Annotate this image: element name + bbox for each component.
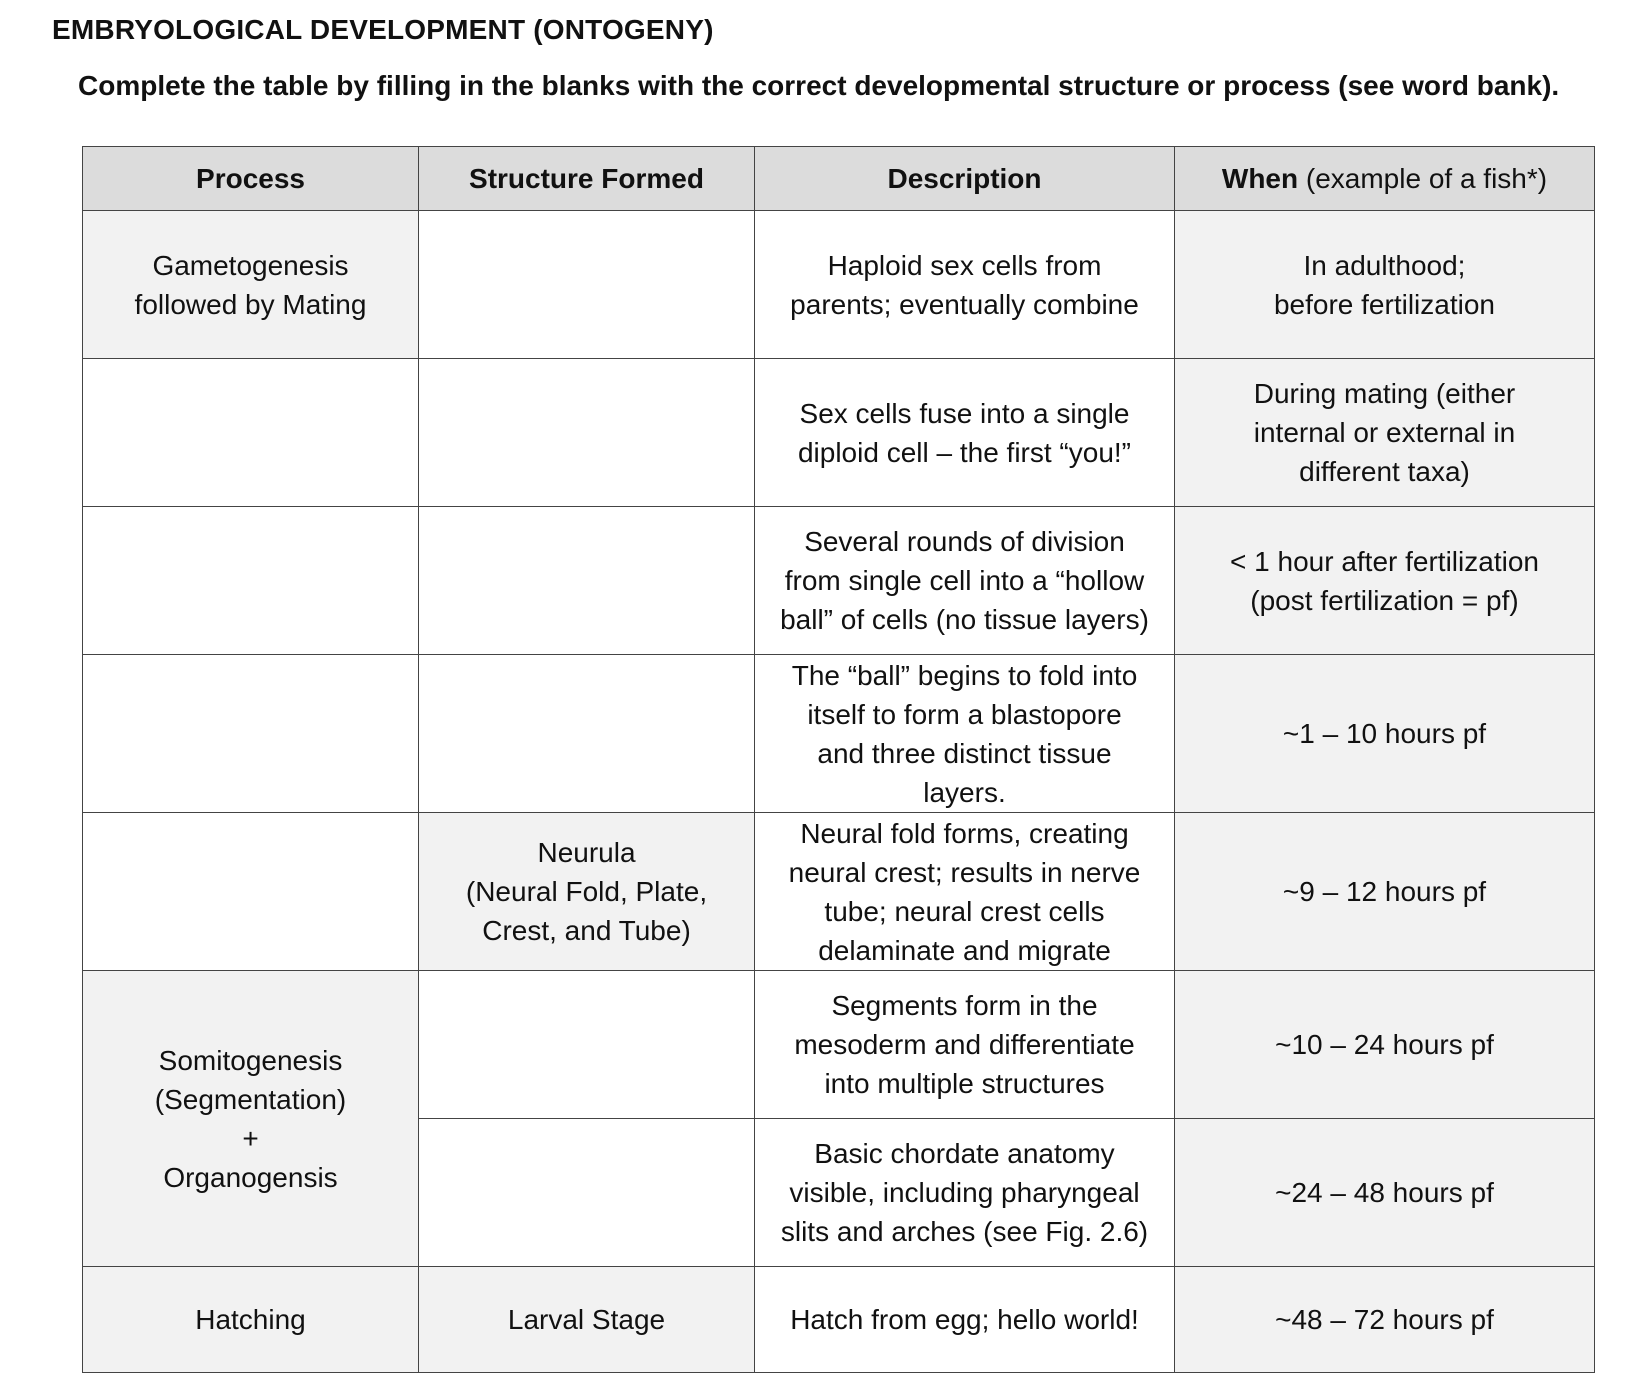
cell-line: Neurula bbox=[537, 837, 636, 868]
when-cell bbox=[1175, 359, 1595, 507]
structure-cell bbox=[419, 1267, 755, 1373]
cell-line: During mating (either bbox=[1253, 378, 1516, 409]
structure-blank-input[interactable] bbox=[419, 971, 755, 1119]
cell-line: into multiple structures bbox=[824, 1068, 1105, 1099]
structure-blank-input[interactable] bbox=[419, 211, 755, 359]
cell-line: before fertilization bbox=[1273, 288, 1495, 320]
document-title: EMBRYOLOGICAL DEVELOPMENT (ONTOGENY) bbox=[52, 14, 714, 45]
cell-line: delaminate and migrate bbox=[818, 934, 1111, 966]
structure-blank-input[interactable] bbox=[419, 359, 755, 507]
ontogeny-table bbox=[82, 146, 1595, 1373]
cell-line: + bbox=[242, 1122, 259, 1154]
cell-line: tube; neural crest cells bbox=[824, 895, 1105, 927]
cell-line: ~1 – 10 hours pf bbox=[1282, 718, 1487, 749]
process-cell bbox=[83, 971, 419, 1267]
cell-line: and three distinct tissue bbox=[817, 737, 1112, 769]
description-cell bbox=[755, 813, 1175, 971]
cell-line: Crest, and Tube) bbox=[482, 915, 691, 946]
cell-line: (Segmentation) bbox=[154, 1083, 347, 1115]
table-row bbox=[83, 655, 1595, 813]
header-when bbox=[1175, 147, 1595, 211]
description-cell bbox=[755, 1267, 1175, 1373]
header-process: Process bbox=[83, 147, 419, 211]
description-cell bbox=[755, 211, 1175, 359]
cell-line: In adulthood; bbox=[1303, 249, 1466, 281]
description-cell bbox=[755, 507, 1175, 655]
structure-blank-input[interactable] bbox=[419, 655, 755, 813]
cell-line: Somitogenesis bbox=[158, 1044, 343, 1076]
description-cell bbox=[755, 1119, 1175, 1267]
table-row bbox=[83, 1267, 1595, 1373]
when-cell bbox=[1175, 1119, 1595, 1267]
when-cell bbox=[1175, 211, 1595, 359]
cell-line: Segments form in the bbox=[831, 990, 1098, 1021]
cell-line: itself to form a blastopore bbox=[807, 698, 1122, 730]
cell-line: Hatching bbox=[195, 1304, 306, 1335]
cell-line: Sex cells fuse into a single bbox=[799, 397, 1130, 429]
table-row bbox=[83, 507, 1595, 655]
header-row bbox=[83, 147, 1595, 211]
process-cell bbox=[83, 211, 419, 359]
cell-line: Larval Stage bbox=[507, 1304, 666, 1335]
cell-line: slits and arches (see Fig. 2.6) bbox=[780, 1216, 1149, 1247]
cell-line: Organogensis bbox=[163, 1161, 338, 1193]
when-cell bbox=[1175, 813, 1595, 971]
cell-line: ~24 – 48 hours pf bbox=[1275, 1177, 1494, 1208]
cell-line: ~48 – 72 hours pf bbox=[1275, 1304, 1494, 1335]
when-cell bbox=[1175, 1267, 1595, 1373]
when-cell bbox=[1175, 971, 1595, 1119]
table-row bbox=[83, 211, 1595, 359]
cell-line: < 1 hour after fertilization bbox=[1230, 545, 1539, 577]
cell-line: ball” of cells (no tissue layers) bbox=[780, 604, 1149, 635]
table-row bbox=[83, 813, 1595, 971]
cell-line: (post fertilization = pf) bbox=[1250, 584, 1519, 616]
table-row bbox=[83, 971, 1595, 1119]
cell-line: ~10 – 24 hours pf bbox=[1275, 1029, 1494, 1060]
cell-line: different taxa) bbox=[1299, 456, 1470, 487]
description-cell bbox=[755, 359, 1175, 507]
cell-line: neural crest; results in nerve bbox=[788, 856, 1141, 888]
structure-cell bbox=[419, 813, 755, 971]
cell-line: Hatch from egg; hello world! bbox=[790, 1304, 1139, 1335]
cell-line: diploid cell – the first “you!” bbox=[797, 436, 1132, 468]
cell-line: Haploid sex cells from bbox=[827, 249, 1102, 281]
cell-line: layers. bbox=[923, 776, 1006, 808]
structure-blank-input[interactable] bbox=[419, 1119, 755, 1267]
process-blank-input[interactable] bbox=[83, 813, 419, 971]
instructions-text: Complete the table by filling in the blanks with the correct developmental structure or process (see word bank). bbox=[78, 70, 1560, 101]
cell-line: from single cell into a “hollow bbox=[784, 565, 1145, 596]
process-blank-input[interactable] bbox=[83, 507, 419, 655]
cell-line: internal or external in bbox=[1253, 417, 1516, 448]
cell-line: Several rounds of division bbox=[804, 526, 1125, 557]
process-blank-input[interactable] bbox=[83, 655, 419, 813]
cell-line: (Neural Fold, Plate, bbox=[465, 876, 708, 907]
cell-line: visible, including pharyngeal bbox=[789, 1177, 1140, 1208]
when-cell bbox=[1175, 507, 1595, 655]
header-when-label: When bbox=[1221, 163, 1299, 194]
cell-line: mesoderm and differentiate bbox=[794, 1029, 1135, 1060]
header-structure: Structure Formed bbox=[419, 147, 755, 211]
description-cell bbox=[755, 655, 1175, 813]
cell-line: Basic chordate anatomy bbox=[814, 1138, 1115, 1169]
cell-line: parents; eventually combine bbox=[790, 288, 1139, 320]
cell-line: ~9 – 12 hours pf bbox=[1282, 876, 1487, 907]
cell-line: Gametogenesis bbox=[152, 249, 349, 281]
cell-line: The “ball” begins to fold into bbox=[791, 659, 1138, 691]
when-cell bbox=[1175, 655, 1595, 813]
cell-line: followed by Mating bbox=[134, 288, 367, 320]
table-row bbox=[83, 359, 1595, 507]
structure-blank-input[interactable] bbox=[419, 507, 755, 655]
process-cell bbox=[83, 1267, 419, 1373]
description-cell bbox=[755, 971, 1175, 1119]
header-description: Description bbox=[755, 147, 1175, 211]
process-blank-input[interactable] bbox=[83, 359, 419, 507]
header-when-note: (example of a fish*) bbox=[1298, 163, 1548, 194]
cell-line: Neural fold forms, creating bbox=[800, 817, 1129, 849]
